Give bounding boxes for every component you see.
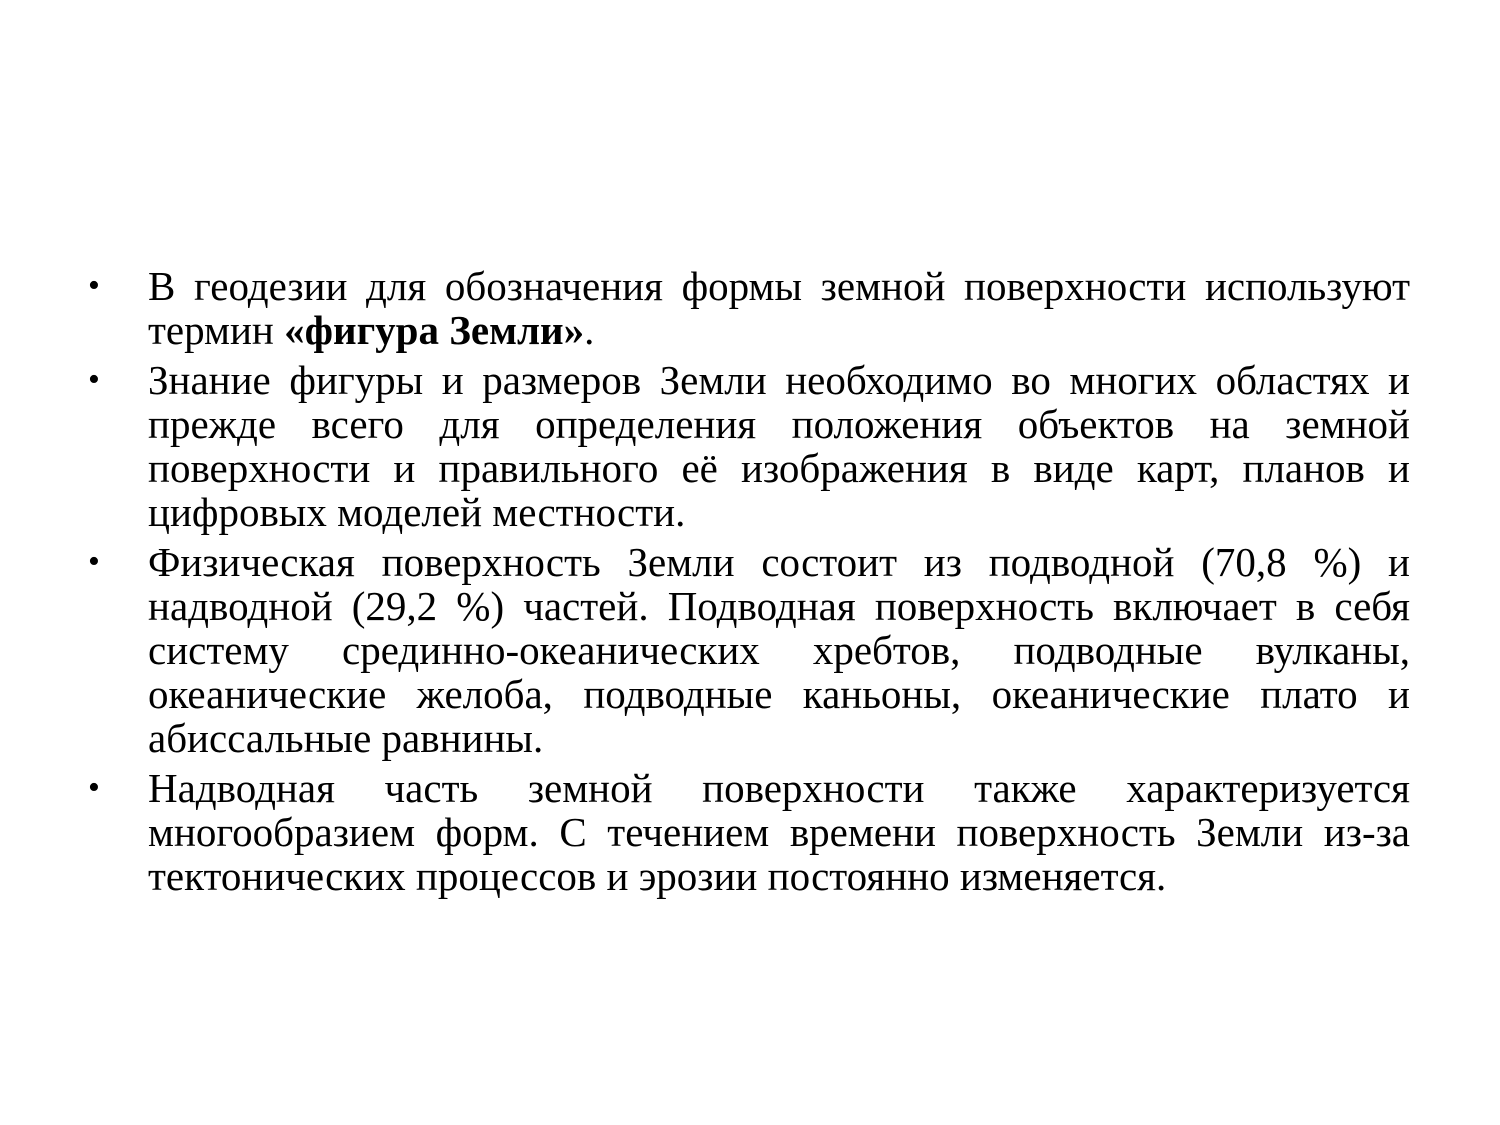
bullet-list xyxy=(88,264,1410,904)
bullet-text-end: . xyxy=(584,307,595,353)
bullet-term-bold: «фигура Земли» xyxy=(284,307,585,353)
bullet-item-knowledge xyxy=(88,358,1410,534)
bullet-icon: • xyxy=(88,267,100,304)
bullet-icon: • xyxy=(88,361,100,398)
bullet-text: Физическая поверхность Земли состоит из подводной (70,8 %) и надводной (29,2 %) частей. Подводная поверхность включает в себя систему срединно-океанических хребтов, подводные вулканы, океанические желоба, подводные каньоны, океанические плато и абиссальные равнины. xyxy=(148,539,1410,761)
bullet-item-physical-surface xyxy=(88,540,1410,760)
bullet-item-land-surface xyxy=(88,766,1410,898)
bullet-text: В геодезии для обозначения формы земной поверхности используют термин xyxy=(148,263,1410,353)
bullet-icon: • xyxy=(88,769,100,806)
bullet-icon: • xyxy=(88,543,100,580)
bullet-text: Надводная часть земной поверхности также характеризуется многообразием форм. С течением времени поверхность Земли из-за тектонических процессов и эрозии постоянно изменяется. xyxy=(148,765,1410,899)
bullet-item-figure-of-earth xyxy=(88,264,1410,352)
bullet-text: Знание фигуры и размеров Земли необходимо во многих областях и прежде всего для определения положения объектов на земной поверхности и правильного её изображения в виде карт, планов и цифровых моделей местности. xyxy=(148,357,1410,535)
